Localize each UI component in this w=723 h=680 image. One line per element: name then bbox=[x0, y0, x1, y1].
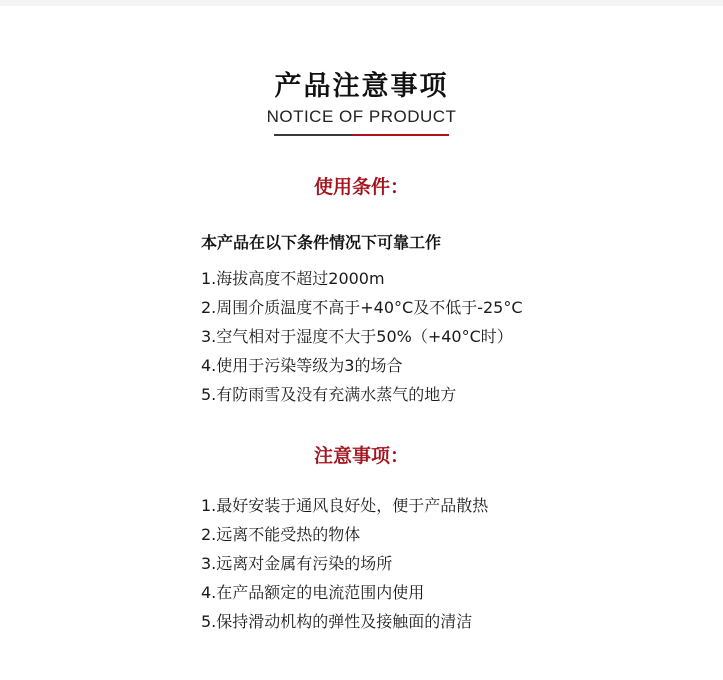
top-strip bbox=[0, 0, 723, 6]
title-underline bbox=[274, 134, 449, 136]
conditions-item: 4.使用于污染等级为3的场合 bbox=[201, 356, 403, 375]
conditions-heading: 使用条件： bbox=[313, 176, 409, 198]
page-title: 产品注意事项 bbox=[274, 71, 449, 102]
notes-list bbox=[201, 491, 488, 636]
conditions-item: 2.周围介质温度不高于+40°C及不低于-25°C bbox=[201, 298, 523, 317]
conditions-intro: 本产品在以下条件情况下可靠工作 bbox=[201, 233, 442, 252]
page-subtitle: NOTICE OF PRODUCT bbox=[266, 107, 457, 126]
notes-item: 5.保持滑动机构的弹性及接触面的清洁 bbox=[201, 612, 473, 631]
notes-item: 1.最好安装于通风良好处，便于产品散热 bbox=[201, 496, 489, 515]
notes-item: 3.远离对金属有污染的场所 bbox=[201, 554, 393, 573]
notes-item: 2.远离不能受热的物体 bbox=[201, 525, 361, 544]
conditions-item: 5.有防雨雪及没有充满水蒸气的地方 bbox=[201, 385, 457, 404]
conditions-item: 3.空气相对于湿度不大于50%（+40°C时） bbox=[201, 327, 513, 346]
conditions-item: 1.海拔高度不超过2000m bbox=[201, 269, 385, 288]
conditions-list bbox=[201, 264, 523, 409]
notes-heading: 注意事项： bbox=[313, 445, 409, 467]
page-header bbox=[0, 70, 723, 136]
notes-item: 4.在产品额定的电流范围内使用 bbox=[201, 583, 425, 602]
